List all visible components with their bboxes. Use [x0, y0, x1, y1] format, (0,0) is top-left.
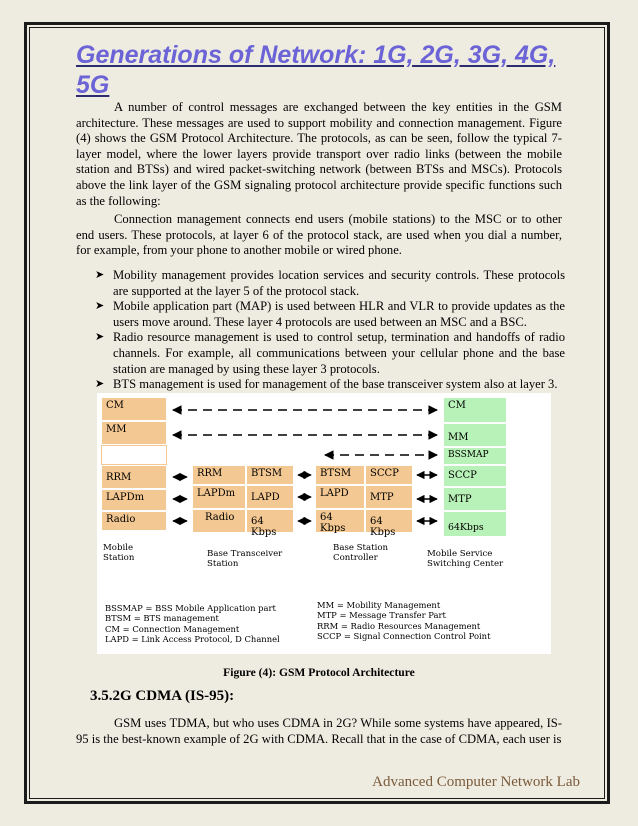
msc-bssmap-layer: BSSMAP: [443, 447, 507, 465]
paragraph-cdma: GSM uses TDMA, but who uses CDMA in 2G? While some systems have appeared, IS-95 is the best-known example of 2G with CDMA. Recall that in the case of CDMA, each user is: [76, 716, 562, 746]
bsc-kbps-layer-a: 64 Kbps: [315, 509, 365, 533]
ms-cm-layer: CM: [101, 397, 167, 421]
bts-btsm-layer: BTSM: [246, 465, 294, 485]
bsc-kbps-layer-b: 64 Kbps: [365, 509, 413, 533]
ms-radio-layer: Radio: [101, 511, 167, 531]
bts-radio-layer: Radio: [192, 509, 246, 533]
bts-lapd-layer: LAPD: [246, 485, 294, 509]
bts-rrm-layer: RRM: [192, 465, 246, 485]
ms-mm-layer: MM: [101, 421, 167, 445]
msc-label: Mobile Service Switching Center: [427, 549, 504, 569]
arrow-bullet-icon: ➤: [95, 300, 105, 313]
msc-kbps-layer: 64Kbps: [443, 511, 507, 537]
bsc-btsm-layer: BTSM: [315, 465, 365, 485]
msc-cm-layer: CM: [443, 397, 507, 423]
bsc-sccp-layer: SCCP: [365, 465, 413, 485]
list-item: ➤ Mobile application part (MAP) is used between HLR and VLR to provide updates as the users move around. These layer 4 protocols are used between an MSC and a BSC.: [95, 299, 565, 329]
ms-rrm-layer: RRM: [101, 465, 167, 489]
bts-label: Base Transceiver Station: [207, 549, 283, 569]
page-footer: Advanced Computer Network Lab: [372, 774, 580, 790]
paragraph-gsm-messages: A number of control messages are exchanged between the key entities in the GSM architecture. These messages are used to support mobility and connection management. Figure (4) shows the GSM Protocol Architecture. The protocols, as can be seen, follow the typical 7-layer model, where the lower layers provide transport over radio links (between the mobile station and BTSs) and wired packet-switching network (between BTSs and MSCs). Protocols above the link layer of the GSM signaling protocol architecture provide specific functions such as the following:: [76, 100, 562, 208]
arrow-bullet-icon: ➤: [95, 378, 105, 391]
ms-lapdm-layer: LAPDm: [101, 489, 167, 511]
page-title: Generations of Network: 1G, 2G, 3G, 4G, 5G: [76, 41, 556, 99]
list-item: ➤ BTS management is used for management of the base transceiver system also at layer 3.: [95, 377, 558, 392]
ms-label: Mobile Station: [103, 543, 135, 563]
bsc-label: Base Station Controller: [333, 543, 389, 563]
legend-right: MM = Mobility Management MTP = Message Transfer Part RRM = Radio Resources Management SCCP = Signal Connection Control Point: [317, 600, 491, 642]
bsc-mtp-layer: MTP: [365, 485, 413, 509]
gsm-protocol-architecture-figure: [97, 393, 551, 654]
bts-lapdm-layer: LAPDm: [192, 485, 246, 509]
list-item: ➤ Mobility management provides location services and security controls. These protocols are supported at the layer 5 of the protocol stack.: [95, 268, 565, 298]
arrow-bullet-icon: ➤: [95, 269, 105, 281]
section-heading: 3.5.2G CDMA (IS-95):: [90, 688, 235, 704]
legend-left: BSSMAP = BSS Mobile Application part BTSM = BTS management CM = Connection Management LAPD = Link Access Protocol, D Channel: [105, 603, 280, 645]
figure-caption: Figure (4): GSM Protocol Architecture: [223, 666, 415, 679]
arrow-bullet-icon: ➤: [95, 331, 105, 344]
protocol-bullet-list: [95, 268, 565, 393]
bts-kbps-layer: 64 Kbps: [246, 509, 294, 533]
msc-sccp-layer: SCCP: [443, 465, 507, 487]
msc-mm-layer: MM: [443, 423, 507, 447]
msc-mtp-layer: MTP: [443, 487, 507, 511]
bsc-lapd-layer: LAPD: [315, 485, 365, 509]
list-item: ➤ Radio resource management is used to control setup, termination and handoffs of radio channels. For example, all communications between your cellular phone and the base station are managed by using these layer 3 protocols.: [95, 330, 565, 376]
paragraph-connection-management: Connection management connects end users (mobile stations) to the MSC or to other end users. These protocols, at layer 6 of the protocol stack, are used when you dial a number, for example, from your phone to another mobile or wired phone.: [76, 212, 562, 258]
